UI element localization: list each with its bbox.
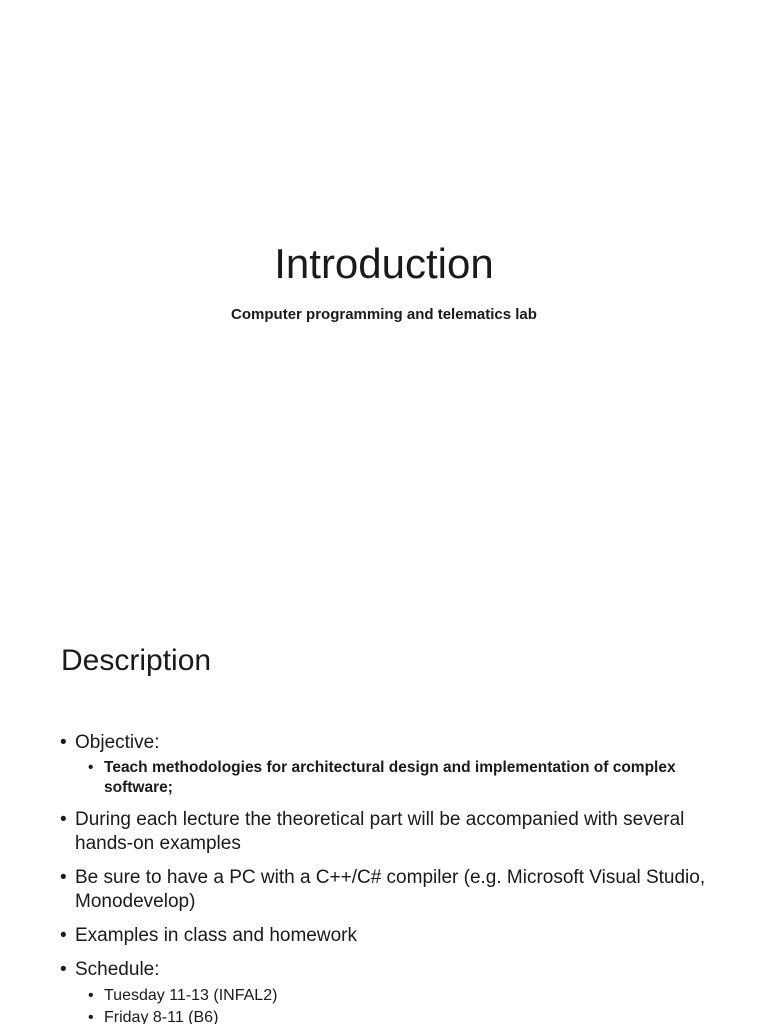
bullet-schedule xyxy=(0,958,768,1024)
bullet-text: Be sure to have a PC with a C++/C# compiler (e.g. Microsoft Visual Studio, Monodevelop) xyxy=(75,867,706,912)
bullet-text: During each lecture the theoretical part will be accompanied with several hands-on examples xyxy=(75,809,685,854)
sub-bullet-dot-icon: • xyxy=(88,759,94,776)
bullet-text: Objective: xyxy=(75,732,160,753)
sub-bullet-text: Teach methodologies for architectural design and implementation of complex software; xyxy=(104,759,676,796)
bullet-dot-icon: • xyxy=(60,959,67,980)
description-heading: Description xyxy=(61,644,212,677)
sub-bullet-objective-detail xyxy=(88,758,708,798)
sub-bullet-text: Friday 8-11 (B6) xyxy=(104,1009,219,1024)
sub-bullet-schedule-tuesday xyxy=(88,985,708,1007)
sub-bullet-schedule-friday xyxy=(88,1007,708,1024)
sub-bullet-dot-icon: • xyxy=(88,1009,94,1024)
sub-bullet-dot-icon: • xyxy=(88,987,94,1004)
bullet-dot-icon: • xyxy=(60,867,67,888)
slide-title: Introduction xyxy=(274,240,494,287)
bullet-compiler xyxy=(0,866,768,914)
bullet-dot-icon: • xyxy=(60,809,67,830)
bullet-text: Examples in class and homework xyxy=(75,925,357,946)
bullet-examples xyxy=(0,924,768,948)
bullet-dot-icon: • xyxy=(60,732,67,753)
bullet-lectures xyxy=(0,808,768,856)
slide-subtitle: Computer programming and telematics lab xyxy=(231,306,537,323)
sub-bullet-list xyxy=(75,985,708,1024)
sub-bullet-text: Tuesday 11-13 (INFAL2) xyxy=(104,987,278,1004)
description-bullet-list xyxy=(0,731,768,1024)
bullet-text: Schedule: xyxy=(75,959,160,980)
bullet-dot-icon: • xyxy=(60,925,67,946)
sub-bullet-list xyxy=(75,758,708,798)
bullet-objective xyxy=(0,731,768,798)
